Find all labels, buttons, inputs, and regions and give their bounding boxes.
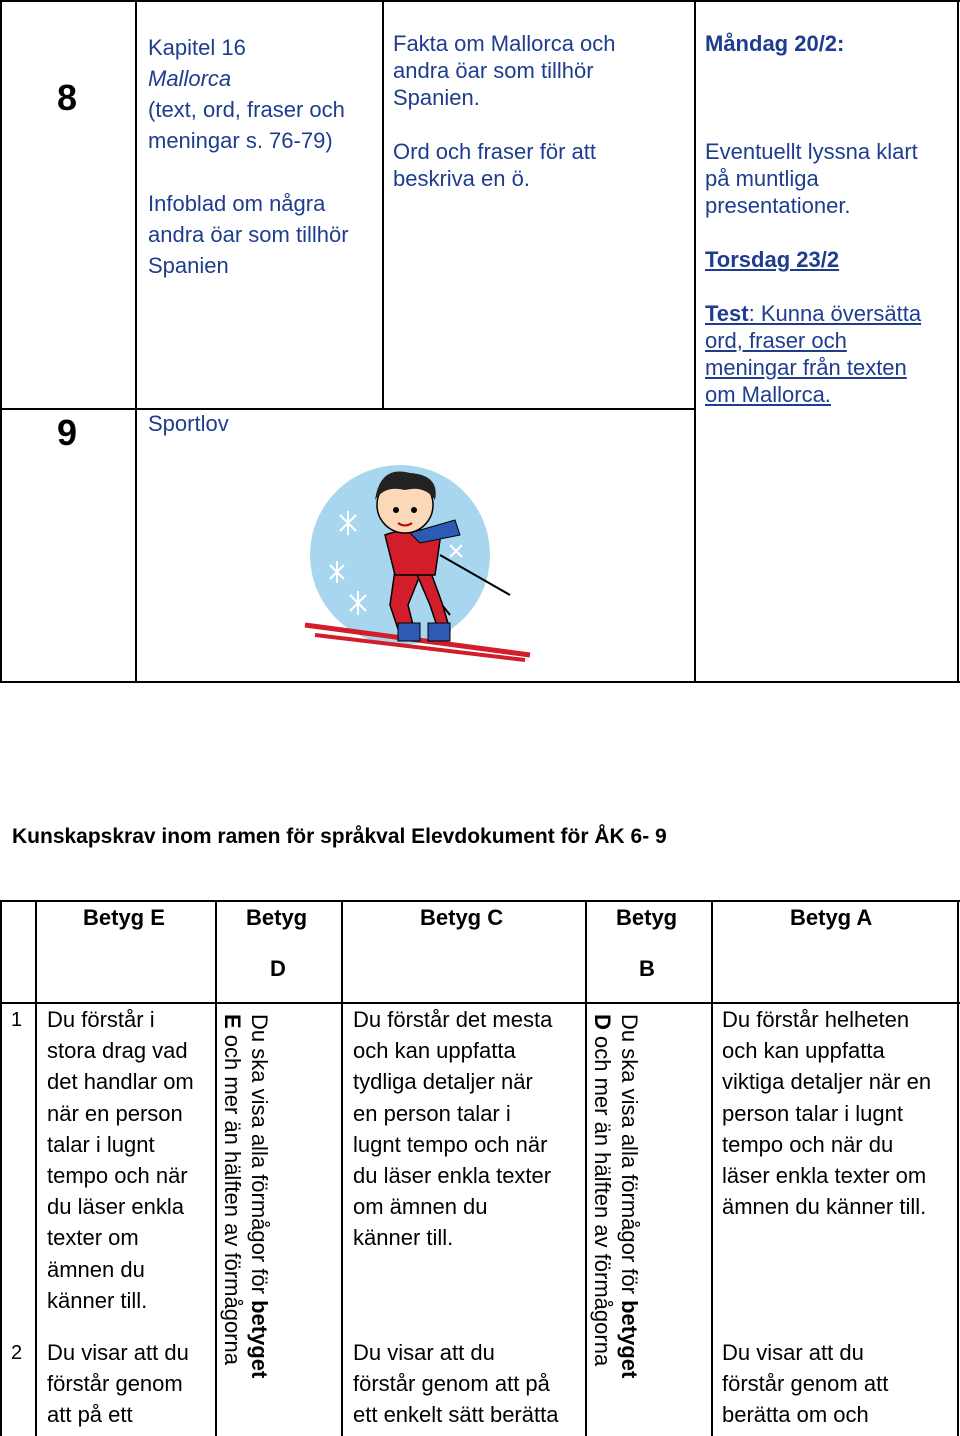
test-text-part: : Kunna översätta xyxy=(748,301,922,326)
col-divider xyxy=(585,900,587,1436)
text-part: Du ska visa alla förmågor för xyxy=(617,1014,642,1301)
col-divider xyxy=(215,900,217,1436)
chapter-text: (text, ord, fraser och xyxy=(148,97,345,122)
text-line: berätta om och xyxy=(722,1402,869,1428)
text-line: tydliga detaljer när xyxy=(353,1069,533,1095)
text-line: och kan uppfatta xyxy=(353,1038,516,1064)
infoblad-text: Infoblad om några xyxy=(148,191,326,216)
text-line: ämnen du xyxy=(47,1256,145,1282)
text-line: Du förstår det mesta xyxy=(353,1007,553,1032)
requirements-title: Kunskapskrav inom ramen för språkval Elevdokument för ÅK 6- 9 xyxy=(12,825,667,848)
test-text xyxy=(705,300,921,327)
table-border-left xyxy=(0,900,2,1436)
week-number: 9 xyxy=(57,412,78,453)
col-divider xyxy=(35,900,37,1436)
text-line: viktiga detaljer när en xyxy=(722,1069,932,1095)
text-line: läser enkla texter om xyxy=(722,1163,927,1189)
row-number: 1 xyxy=(11,1009,23,1031)
text-line: och kan uppfatta xyxy=(722,1038,885,1064)
test-text: meningar från texten xyxy=(705,355,907,380)
text-line: Du visar att du xyxy=(353,1340,495,1365)
chapter-title: Kapitel 16 xyxy=(148,35,246,60)
col-divider xyxy=(382,0,384,410)
text-part: D xyxy=(590,1014,615,1030)
text-line: det handlar om xyxy=(47,1069,194,1095)
row-number: 2 xyxy=(11,1342,23,1364)
col-divider xyxy=(711,900,713,1436)
text-line: om ämnen du xyxy=(353,1194,488,1220)
text-line xyxy=(616,1014,643,1424)
text-line: texter om xyxy=(47,1225,139,1251)
day-text: på muntliga xyxy=(705,166,819,191)
table-border-right xyxy=(957,900,959,1436)
day-text: Eventuellt lyssna klart xyxy=(705,139,918,164)
skier-illustration xyxy=(300,455,540,665)
test-text: om Mallorca. xyxy=(705,382,831,407)
text-part: betyget xyxy=(617,1300,642,1379)
requirement-a-row2 xyxy=(722,1337,888,1431)
text-line xyxy=(246,1014,273,1424)
requirement-e-row2 xyxy=(47,1337,189,1431)
header-betyg-d-letter: D xyxy=(270,956,286,981)
text-line: tempo och när xyxy=(47,1163,188,1189)
col-divider xyxy=(341,900,343,1436)
text-line: Du förstår i xyxy=(47,1007,155,1032)
text-line: förstår genom att på xyxy=(353,1371,550,1397)
text-line: lugnt tempo och när xyxy=(353,1131,548,1157)
table-border-top xyxy=(0,0,960,2)
text-line: person talar i lugnt xyxy=(722,1100,903,1126)
text-line: stora drag vad xyxy=(47,1038,188,1064)
day-heading: Torsdag 23/2 xyxy=(705,247,840,272)
table-border-bottom xyxy=(0,681,960,683)
text-line: Du visar att du xyxy=(47,1340,189,1365)
requirement-b-vertical xyxy=(589,1014,643,1424)
test-text: ord, fraser och xyxy=(705,328,847,353)
infoblad-text: Spanien xyxy=(148,253,229,278)
text-part: betyget xyxy=(247,1300,272,1379)
text-line: när en person xyxy=(47,1100,183,1126)
week-number: 8 xyxy=(57,77,78,118)
table-border-right xyxy=(957,0,959,683)
requirement-d-vertical xyxy=(219,1014,273,1424)
requirement-c-row2 xyxy=(353,1337,558,1431)
chapter-subtitle: Mallorca xyxy=(148,66,232,91)
text-line: ämnen du känner till. xyxy=(722,1194,927,1220)
text-line: tempo och när du xyxy=(722,1131,894,1157)
header-betyg-e: Betyg E xyxy=(83,905,165,930)
header-betyg-a: Betyg A xyxy=(790,905,873,930)
content-text: Spanien. xyxy=(393,85,480,110)
text-line: förstår genom xyxy=(47,1371,183,1397)
table-border-top xyxy=(0,900,960,902)
header-betyg-d: Betyg xyxy=(246,905,308,930)
row-divider xyxy=(0,408,696,410)
header-betyg-b: Betyg xyxy=(616,905,678,930)
content-text: Fakta om Mallorca och xyxy=(393,31,616,56)
text-line: du läser enkla xyxy=(47,1194,184,1220)
text-line xyxy=(589,1014,616,1424)
content-text: Ord och fraser för att xyxy=(393,139,596,164)
text-line: talar i lugnt xyxy=(47,1131,155,1157)
text-part: Du ska visa alla förmågor för xyxy=(247,1014,272,1301)
test-label: Test xyxy=(705,301,749,326)
requirement-a-row1 xyxy=(722,1004,931,1222)
text-part: och mer än hälften av förmågorna xyxy=(220,1028,245,1365)
text-part: E xyxy=(220,1014,245,1029)
text-line: en person talar i xyxy=(353,1100,511,1126)
chapter-text: meningar s. 76-79) xyxy=(148,128,333,153)
text-part: och mer än hälften av förmågorna xyxy=(590,1029,615,1367)
header-betyg-b-letter: B xyxy=(639,956,655,981)
col-divider xyxy=(694,0,696,683)
day-text: presentationer. xyxy=(705,193,851,218)
col-divider xyxy=(135,0,137,683)
infoblad-text: andra öar som tillhör xyxy=(148,222,349,247)
day-heading: Måndag 20/2: xyxy=(705,31,845,56)
text-line: ett enkelt sätt berätta xyxy=(353,1402,559,1428)
sportlov-text: Sportlov xyxy=(148,411,229,436)
table-border-left xyxy=(0,0,2,683)
text-line: Du förstår helheten xyxy=(722,1007,910,1032)
text-line: Du visar att du xyxy=(722,1340,864,1365)
requirement-c-row1 xyxy=(353,1004,552,1254)
text-line: förstår genom att xyxy=(722,1371,889,1397)
requirement-e-row1 xyxy=(47,1004,194,1316)
content-text: andra öar som tillhör xyxy=(393,58,594,83)
text-line: känner till. xyxy=(353,1225,454,1251)
content-text: beskriva en ö. xyxy=(393,166,530,191)
text-line: att på ett xyxy=(47,1402,133,1428)
text-line xyxy=(219,1014,246,1424)
header-betyg-c: Betyg C xyxy=(420,905,504,930)
text-line: du läser enkla texter xyxy=(353,1163,552,1189)
text-line: känner till. xyxy=(47,1287,148,1313)
